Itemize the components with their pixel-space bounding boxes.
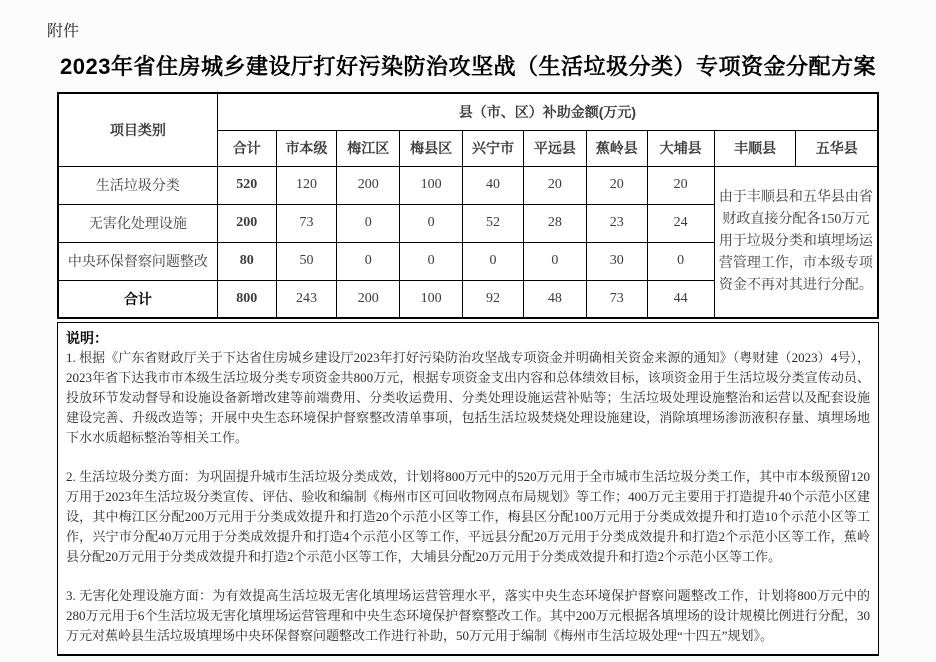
cell-value: 0 <box>647 242 714 280</box>
cell-value: 120 <box>276 166 337 204</box>
header-col-meijiang: 梅江区 <box>337 130 400 166</box>
cell-value: 44 <box>647 280 714 318</box>
row-label: 合计 <box>58 280 217 318</box>
header-col-city: 市本级 <box>276 130 337 166</box>
merged-note-cell: 由于丰顺县和五华县由省财政直接分配各150万元用于垃圾分类和填埋场运营管理工作，市本级专项资金不再对其进行分配。 <box>714 166 878 318</box>
cell-value: 48 <box>523 280 586 318</box>
cell-total: 800 <box>217 280 276 318</box>
cell-value: 20 <box>647 166 714 204</box>
header-col-pingyuan: 平远县 <box>523 130 586 166</box>
cell-total: 80 <box>217 242 276 280</box>
cell-value: 200 <box>337 280 400 318</box>
cell-value: 92 <box>463 280 524 318</box>
header-amount-group: 县（市、区）补助金额(万元) <box>217 93 878 130</box>
cell-value: 20 <box>586 166 647 204</box>
cell-value: 0 <box>337 204 400 242</box>
notes-paragraph-1: 1. 根据《广东省财政厅关于下达省住房城乡建设厅2023年打好污染防治攻坚战专项资金并明确相关资金来源的通知》（粤财建（2023）4号），2023年省下达我市市本级生活垃圾分类专项资金共800万元，根据专项资金支出内容和总体绩效目标，该项资金用于生活垃圾分类宣传动员、投放环节发动督导和设施设备新增改建等前端费用、分类收运费用、分类处理设施运营补贴等；生活垃圾处理设施整治和运营以及配套设施建设完善、升级改造等；开展中央生态环境保护督察整改清单事项，包括生活垃圾焚烧处理设施建设，消除填埋场渗沥液积存量、填埋场地下水水质超标整治等相关工作。 <box>66 350 870 445</box>
cell-total: 520 <box>217 166 276 204</box>
notes-paragraph-3: 3. 无害化处理设施方面：为有效提高生活垃圾无害化填埋场运营管理水平，落实中央生态环境保护督察问题整改工作，计划将800万元中的280万元用于6个生活垃圾无害化填埋场运营管理和中央生态环境保护督察整改工作。其中200万元根据各填埋场的设计规模比例进行分配，30万元对蕉岭县生活垃圾填埋场中央环保督察问题整改工作进行补助，50万元用于编制《梅州市生活垃圾处理“十四五”规划》。 <box>66 588 870 643</box>
table-row <box>58 166 878 204</box>
document-content <box>57 92 879 656</box>
header-col-jiaoling: 蕉岭县 <box>586 130 647 166</box>
header-col-meixian: 梅县区 <box>400 130 463 166</box>
table-header-row-1 <box>58 93 878 130</box>
cell-value: 40 <box>463 166 524 204</box>
cell-value: 243 <box>276 280 337 318</box>
header-col-dabu: 大埔县 <box>647 130 714 166</box>
cell-value: 0 <box>337 242 400 280</box>
header-col-fengshun: 丰顺县 <box>714 130 796 166</box>
cell-value: 0 <box>400 204 463 242</box>
cell-value: 23 <box>586 204 647 242</box>
header-col-wuhua: 五华县 <box>796 130 878 166</box>
row-label: 无害化处理设施 <box>58 204 217 242</box>
cell-value: 100 <box>400 166 463 204</box>
notes-heading: 说明： <box>66 330 108 346</box>
attachment-label: 附件 <box>47 23 80 40</box>
cell-value: 0 <box>523 242 586 280</box>
row-label: 中央环保督察问题整改 <box>58 242 217 280</box>
row-label: 生活垃圾分类 <box>58 166 217 204</box>
cell-value: 100 <box>400 280 463 318</box>
header-category: 项目类别 <box>58 93 217 166</box>
cell-value: 30 <box>586 242 647 280</box>
cell-total: 200 <box>217 204 276 242</box>
cell-value: 28 <box>523 204 586 242</box>
cell-value: 0 <box>400 242 463 280</box>
cell-value: 73 <box>586 280 647 318</box>
allocation-table <box>57 92 879 319</box>
header-col-xingning: 兴宁市 <box>463 130 524 166</box>
notes-paragraph-2: 2. 生活垃圾分类方面：为巩固提升城市生活垃圾分类成效，计划将800万元中的520万元用于全市城市生活垃圾分类工作，其中市本级预留120万用于2023年生活垃圾分类宣传、评估、验收和编制《梅州市区可回收物网点布局规划》等工作；400万元主要用于打造提升40个示范小区建设，其中梅江区分配200万元用于分类成效提升和打造20个示范小区等工作，梅县区分配100万元用于分类成效提升和打造10个示范小区等工作，兴宁市分配40万元用于分类成效提升和打造4个示范小区等工作，平远县分配20万元用于分类成效提升和打造2个示范小区等工作，蕉岭县分配20万元用于分类成效提升和打造2个示范小区等工作，大埔县分配20万元用于分类成效提升和打造2个示范小区等工作。 <box>66 469 870 564</box>
cell-value: 73 <box>276 204 337 242</box>
cell-value: 0 <box>463 242 524 280</box>
header-col-total: 合计 <box>217 130 276 166</box>
cell-value: 52 <box>463 204 524 242</box>
cell-value: 24 <box>647 204 714 242</box>
cell-value: 20 <box>523 166 586 204</box>
page-title: 2023年省住房城乡建设厅打好污染防治攻坚战（生活垃圾分类）专项资金分配方案 <box>60 54 876 79</box>
notes-section <box>57 322 879 656</box>
cell-value: 200 <box>337 166 400 204</box>
cell-value: 50 <box>276 242 337 280</box>
